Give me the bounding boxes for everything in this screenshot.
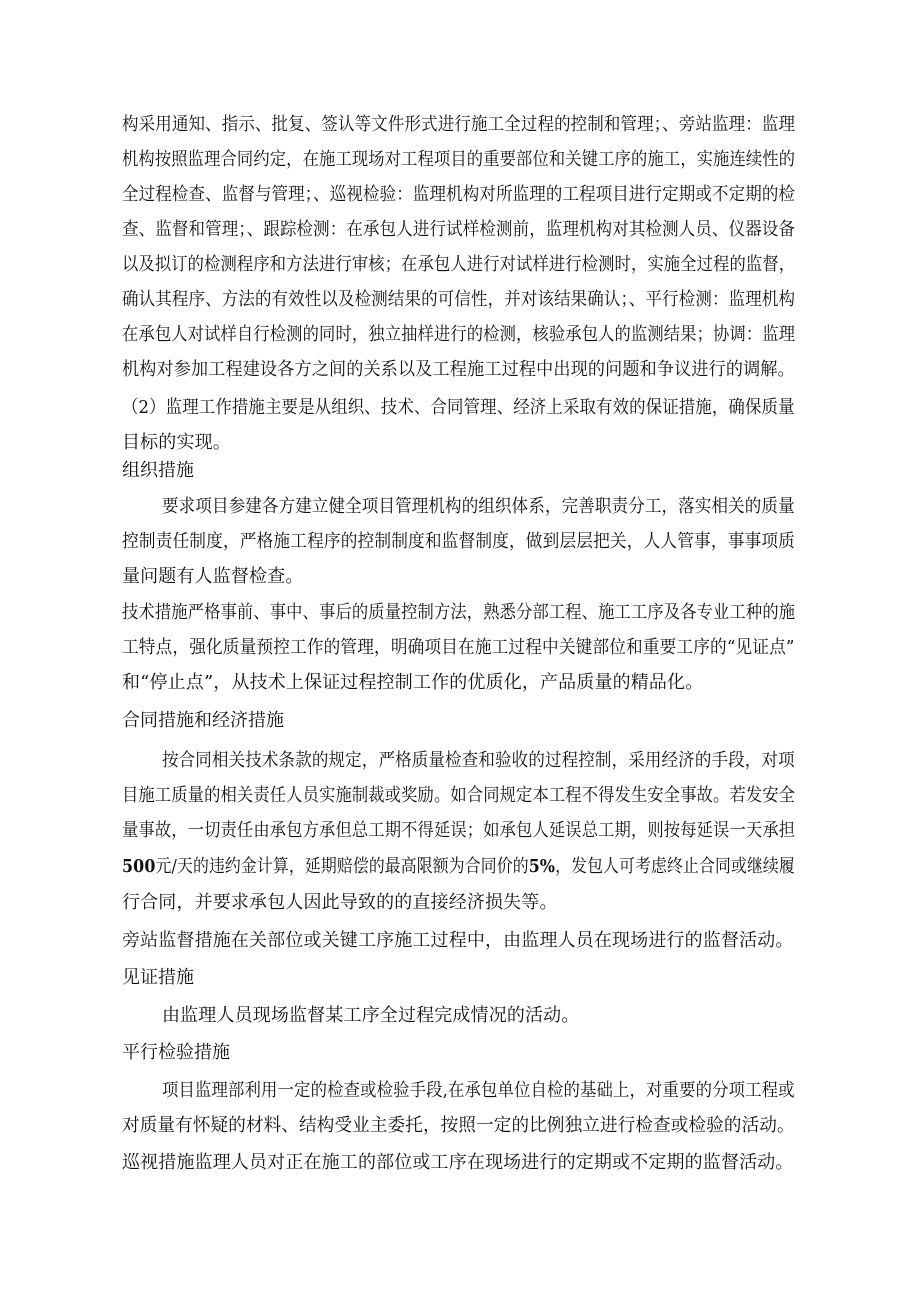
text-run: ，发包人可考虑终止合同或继续履 <box>555 856 795 877</box>
text-line: 量问题有人监督检查。 <box>122 566 304 587</box>
paragraph-patrol-measures: 巡视措施监理人员对正在施工的部位或工序在现场进行的定期或不定期的监督活动。 <box>122 1152 794 1173</box>
penalty-amount: 500 <box>122 856 156 877</box>
heading-parallel-inspection: 平行检验措施 <box>122 1042 230 1063</box>
text-line: 项目监理部利用一定的检查或检验手段,在承包单位自检的基础上，对重要的分项工程或 <box>162 1080 795 1101</box>
text-line <box>122 852 795 882</box>
heading-contract-economic-measures: 合同措施和经济措施 <box>122 710 284 731</box>
paragraph-witness-measures: 由监理人员现场监督某工序全过程完成情况的活动。 <box>162 1005 580 1026</box>
text-run: 元/天的违约金计算，延期赔偿的最高限额为合同价的 <box>155 856 529 877</box>
penalty-cap-percent: 5% <box>528 856 556 877</box>
text-line: 对质量有怀疑的材料、结构受业主委托，按照一定的比例独立进行检查或检验的活动。 <box>122 1115 795 1136</box>
text-line: （2）监理工作措施主要是从组织、技术、合同管理、经济上采取有效的保证措施，确保质量 <box>122 397 795 418</box>
text-line: 和“停止点”，从技术上保证过程控制工作的优质化，产品质量的精品化。 <box>122 672 704 693</box>
text-line: 以及拟订的检测程序和方法进行审核；在承包人进行对试样进行检测时，实施全过程的监督， <box>122 254 796 275</box>
heading-organization-measures: 组织措施 <box>122 460 194 481</box>
text-line: 构采用通知、指示、批复、签认等文件形式进行施工全过程的控制和管理；、旁站监理：监理 <box>122 114 796 135</box>
text-line: 控制责任制度，严格施工程序的控制制度和监督制度，做到层层把关，人人管事，事事项质 <box>122 531 796 552</box>
text-line: 机构按照监理合同约定，在施工现场对工程项目的重要部位和关键工序的施工，实施连续性的 <box>122 149 796 170</box>
text-line: 目标的实现。 <box>122 432 231 453</box>
text-line: 在承包人对试样自行检测的同时，独立抽样进行的检测，核验承包人的监测结果；协调：监理 <box>122 324 796 345</box>
text-line: 技术措施严格事前、事中、事后的质量控制方法，熟悉分部工程、施工工序及各专业工种的施 <box>122 602 796 623</box>
text-line: 全过程检查、监督与管理；、巡视检验：监理机构对所监理的工程项目进行定期或不定期的检 <box>122 184 796 205</box>
text-line: 按合同相关技术条款的规定，严格质量检查和验收的过程控制，采用经济的手段，对项 <box>162 750 795 771</box>
text-line: 目施工质量的相关责任人员实施制裁或奖励。如合同规定本工程不得发生安全事故。若发安全 <box>122 785 796 806</box>
text-line: 查、监督和管理；、跟踪检测：在承包人进行试样检测前，监理机构对其检测人员、仪器设备 <box>122 219 796 240</box>
text-line: 量事故，一切责任由承包方承但总工期不得延误；如承包人延误总工期，则按每延误一天承担 <box>122 820 796 841</box>
text-line: 要求项目参建各方建立健全项目管理机构的组织体系，完善职责分工，落实相关的质量 <box>162 496 795 517</box>
paragraph-side-station-measures: 旁站监督措施在关部位或关键工序施工过程中，由监理人员在现场进行的监督活动。 <box>122 930 794 951</box>
heading-witness-measures: 见证措施 <box>122 967 194 988</box>
text-line: 机构对参加工程建设各方之间的关系以及工程施工过程中出现的问题和争议进行的调解。 <box>122 359 795 380</box>
text-line: 工特点，强化质量预控工作的管理，明确项目在施工过程中关键部位和重要工序的“见证点” <box>122 637 795 658</box>
text-line: 确认其程序、方法的有效性以及检测结果的可信性，并对该结果确认；、平行检测：监理机构 <box>122 289 796 310</box>
text-line: 行合同，并要求承包人因此导致的的直接经济损失等。 <box>122 892 558 913</box>
